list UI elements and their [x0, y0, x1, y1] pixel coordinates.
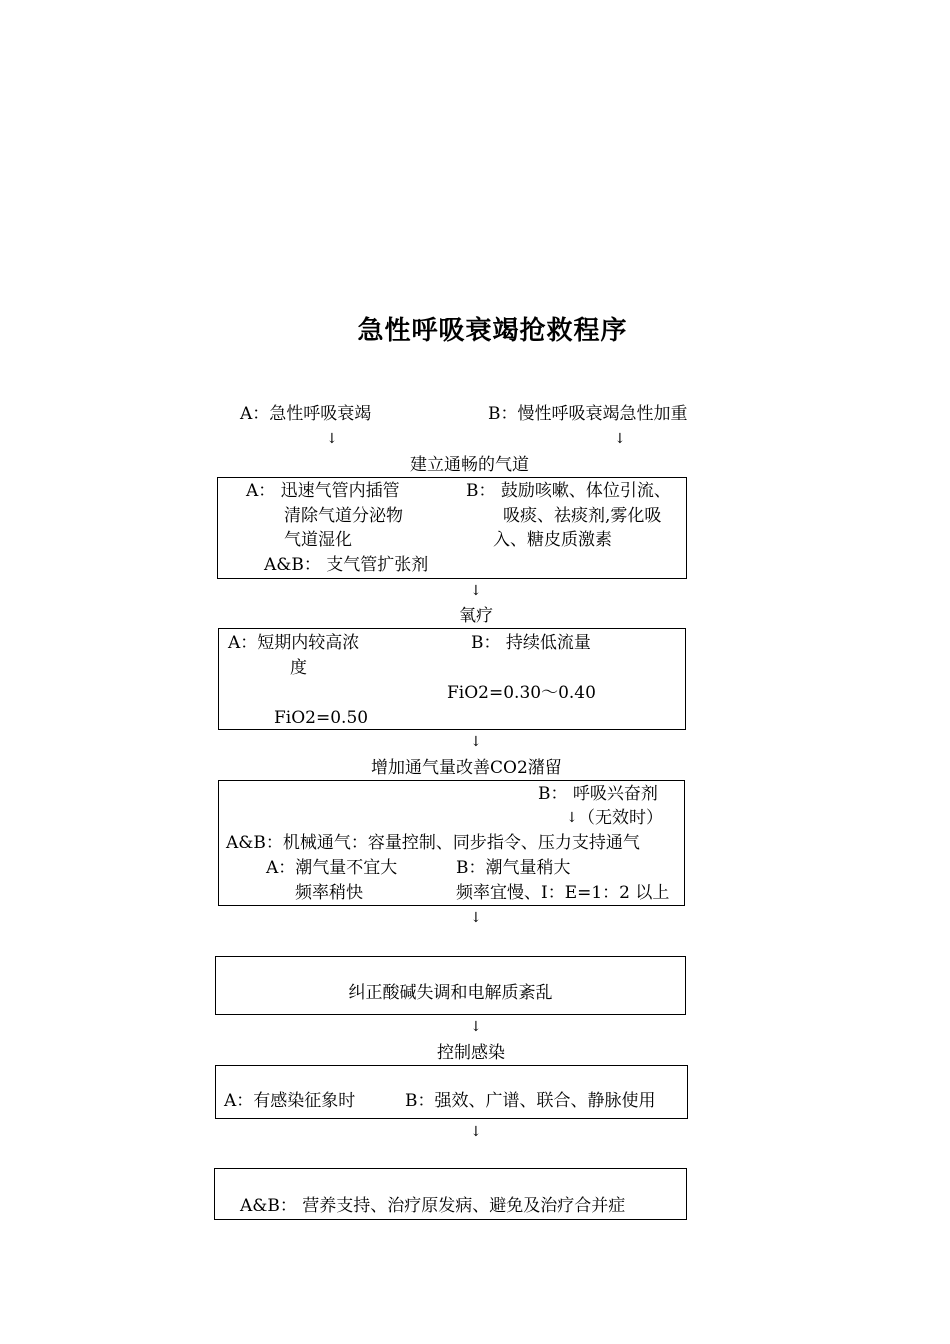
step1-a-line3: 气道湿化: [284, 530, 352, 550]
step1-a-line1: A： 迅速气管内插管: [246, 481, 400, 501]
step1-ab-line: A&B： 支气管扩张剂: [264, 555, 429, 575]
arrow-down-icon: ↓: [470, 583, 482, 599]
step1-b-line3: 入、糖皮质激素: [493, 530, 612, 550]
step1-a-line2: 清除气道分泌物: [284, 506, 403, 526]
step2-b-fio2: FiO2=0.30～0.40: [447, 683, 596, 703]
arrow-down-icon: ↓: [470, 1019, 482, 1035]
step2-a-line1: A：短期内较高浓: [228, 633, 360, 653]
step2-a-line2: 度: [290, 658, 307, 678]
step2-a-fio2: FiO2=0.50: [274, 708, 369, 728]
step3-b-line2: （无效时）: [578, 808, 663, 828]
arrow-down-icon: ↓: [470, 910, 482, 926]
step3-a-line2: 频率稍快: [295, 883, 363, 903]
step3-b-line3: B：潮气量稍大: [456, 858, 571, 878]
type-a-label: A：急性呼吸衰竭: [240, 404, 372, 424]
step2-heading: 氧疗: [459, 606, 493, 626]
step6-text: A&B： 营养支持、治疗原发病、避免及治疗合并症: [240, 1196, 626, 1216]
step5-b-line: B：强效、广谱、联合、静脉使用: [405, 1091, 656, 1111]
page-title: 急性呼吸衰竭抢救程序: [357, 316, 628, 346]
step2-b-line1: B： 持续低流量: [471, 633, 591, 653]
step3-b-line1: B： 呼吸兴奋剂: [538, 784, 658, 804]
step1-heading: 建立通畅的气道: [410, 455, 529, 475]
arrow-down-icon: ↓: [566, 810, 578, 826]
step5-heading: 控制感染: [437, 1043, 505, 1063]
type-b-label: B：慢性呼吸衰竭急性加重: [488, 404, 688, 424]
step3-b-line4: 频率宜慢、I：E=1：2 以上: [456, 883, 670, 903]
step5-a-line: A：有感染征象时: [224, 1091, 356, 1111]
step1-b-line2: 吸痰、祛痰剂,雾化吸: [503, 506, 662, 526]
step4-text: 纠正酸碱失调和电解质紊乱: [348, 983, 553, 1003]
step1-b-line1: B： 鼓励咳嗽、体位引流、: [466, 481, 671, 501]
arrow-down-icon: ↓: [470, 1124, 482, 1140]
arrow-down-icon: ↓: [470, 734, 482, 750]
step3-heading: 增加通气量改善CO2潴留: [371, 758, 562, 778]
arrow-down-icon: ↓: [614, 431, 626, 447]
step3-a-line1: A：潮气量不宜大: [266, 858, 398, 878]
arrow-down-icon: ↓: [326, 431, 338, 447]
step3-ab-line: A&B：机械通气：容量控制、同步指令、压力支持通气: [226, 833, 640, 853]
